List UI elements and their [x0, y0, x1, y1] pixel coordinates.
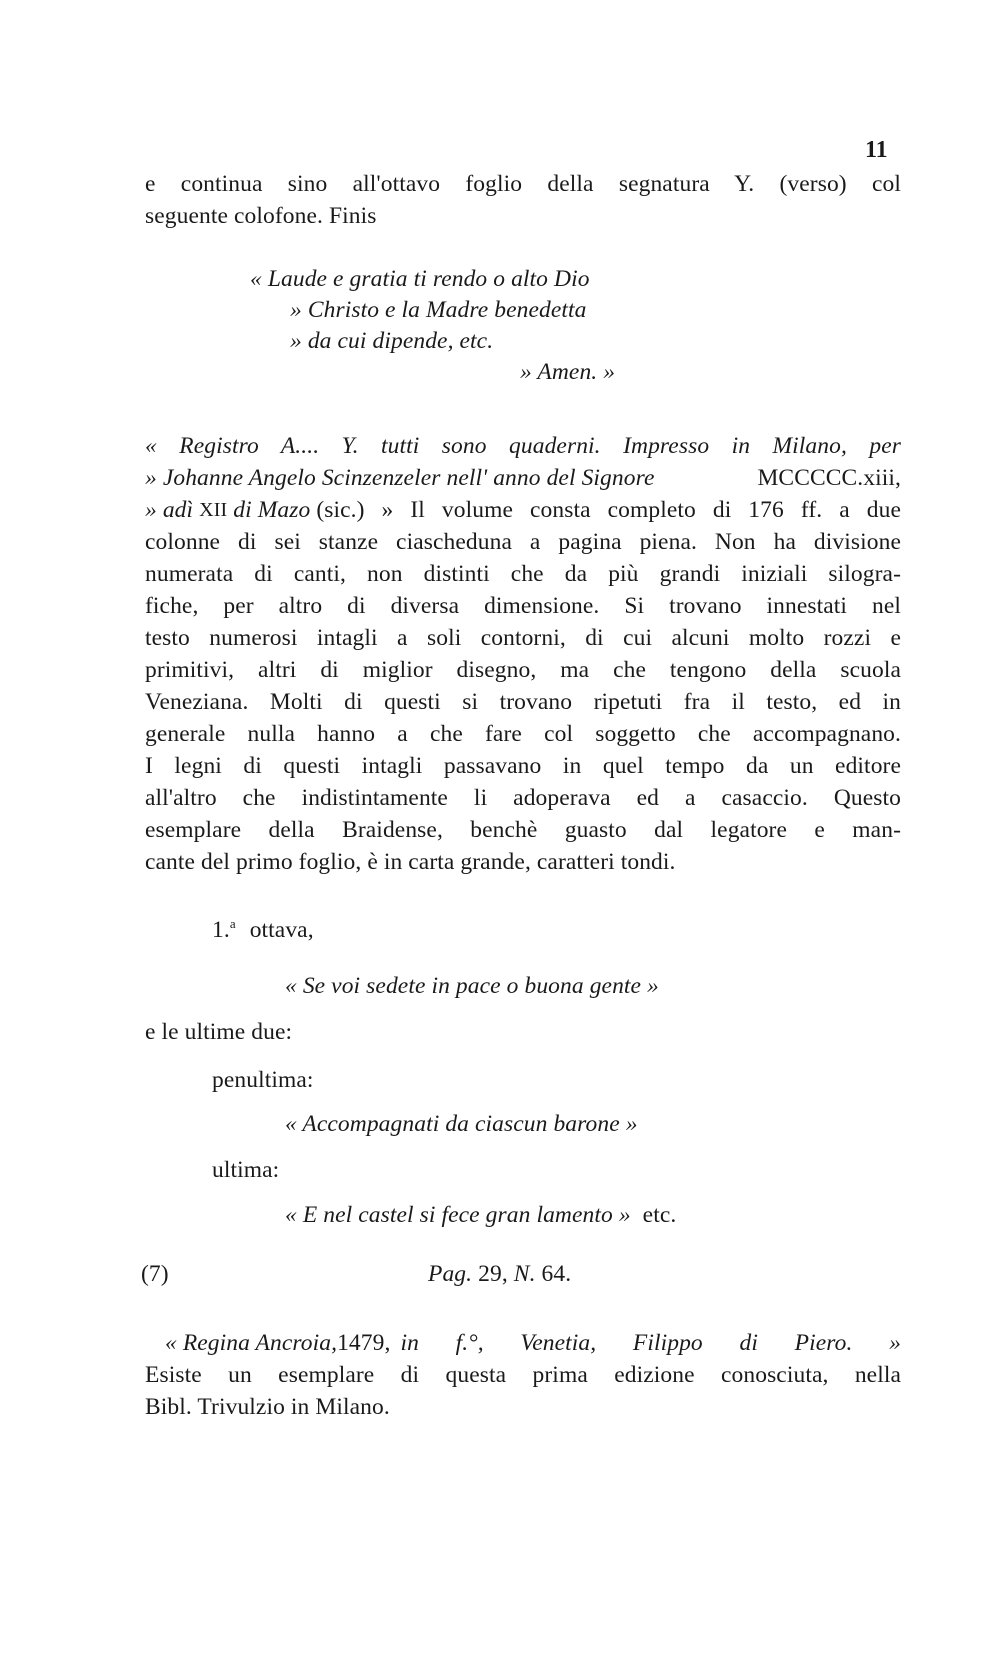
colophon-verse-1: « Laude e gratia ti rendo o alto Dio — [250, 266, 590, 292]
registro-line-2-italic: » Johanne Angelo Scinzenzeler nell' anno del Signore — [145, 465, 655, 491]
registro-line-3 — [145, 494, 901, 526]
registro-line-3-mazo: di Mazo — [233, 497, 311, 523]
first-octave-sup: a — [229, 916, 236, 931]
entry-number: (7) — [141, 1261, 169, 1287]
last-label: ultima: — [212, 1157, 280, 1183]
penultimate-label: penultima: — [212, 1067, 314, 1093]
first-octave-label — [212, 908, 314, 946]
description-line-7: generale nulla hanno a che fare col soggetto che accompagnano. — [145, 721, 901, 747]
description-line-10: esemplare della Braidense, benchè guasto dal legatore e man- — [145, 817, 901, 843]
first-octave-num: 1. — [212, 916, 230, 943]
last-verse-line — [285, 1199, 676, 1231]
regina-title-b: in f.°, Venetia, Filippo di Piero. » — [400, 1330, 901, 1356]
penultimate-verse: « Accompagnati da ciascun barone » — [285, 1111, 638, 1137]
registro-line-2 — [145, 462, 901, 494]
description-line-5: primitivi, altri di miglior disegno, ma che tengono della scuola — [145, 657, 901, 683]
entry-reference — [428, 1258, 571, 1290]
intro-line-1: e continua sino all'ottavo foglio della segnatura Y. (verso) col — [145, 171, 901, 197]
entry-ref-pag-num: 29, — [478, 1261, 508, 1287]
entry-ref-n-num: 64. — [541, 1261, 572, 1287]
description-line-6: Veneziana. Molti di questi si trovano ripetuti fra il testo, ed in — [145, 689, 901, 715]
colophon-verse-3: » da cui dipende, etc. — [290, 328, 494, 354]
page-number: 11 — [865, 137, 888, 163]
colophon-verse-4: » Amen. » — [520, 359, 616, 385]
regina-line-2: Esiste un esemplare di questa prima edizione conosciuta, nella — [145, 1362, 901, 1388]
intro-line-2: seguente colofone. Finis — [145, 203, 377, 229]
description-line-8: I legni di questi intagli passavano in quel tempo da un editore — [145, 753, 901, 779]
registro-line-3-rest: (sic.) » Il volume consta completo di 176 ff. a due — [316, 497, 901, 523]
description-line-4: testo numerosi intagli a soli contorni, di cui alcuni molto rozzi e — [145, 625, 901, 651]
description-line-1: colonne di sei stanze ciascheduna a pagina piena. Non ha divisione — [145, 529, 901, 555]
last-two-label: e le ultime due: — [145, 1019, 293, 1045]
registro-line-3-day: XII — [199, 499, 228, 521]
description-line-2: numerata di canti, non distinti che da più grandi iniziali silogra- — [145, 561, 901, 587]
regina-line-3: Bibl. Trivulzio in Milano. — [145, 1394, 390, 1420]
regina-title-a: « Regina Ancroia, — [165, 1330, 338, 1356]
first-octave-verse: « Se voi sedete in pace o buona gente » — [285, 973, 659, 999]
regina-year: 1479, — [337, 1330, 391, 1356]
regina-title-line — [165, 1327, 901, 1359]
description-line-3: fiche, per altro di diversa dimensione. Si trovano innestati nel — [145, 593, 901, 619]
description-line-11: cante del primo foglio, è in carta grande, caratteri tondi. — [145, 849, 676, 875]
registro-line-1: « Registro A.... Y. tutti sono quaderni. Impresso in Milano, per — [145, 433, 901, 459]
entry-ref-n: N. — [513, 1261, 536, 1287]
registro-line-3-adi: » adì — [145, 497, 194, 523]
entry-ref-pag: Pag. — [428, 1261, 473, 1287]
last-verse-etc: etc. — [642, 1202, 677, 1228]
registro-line-2-date: MCCCCC.xiii, — [757, 465, 901, 491]
first-octave-rest: ottava, — [249, 916, 314, 943]
last-verse: « E nel castel si fece gran lamento » — [285, 1202, 631, 1228]
description-line-9: all'altro che indistintamente li adoperava ed a casaccio. Questo — [145, 785, 901, 811]
colophon-verse-2: » Christo e la Madre benedetta — [290, 297, 587, 323]
